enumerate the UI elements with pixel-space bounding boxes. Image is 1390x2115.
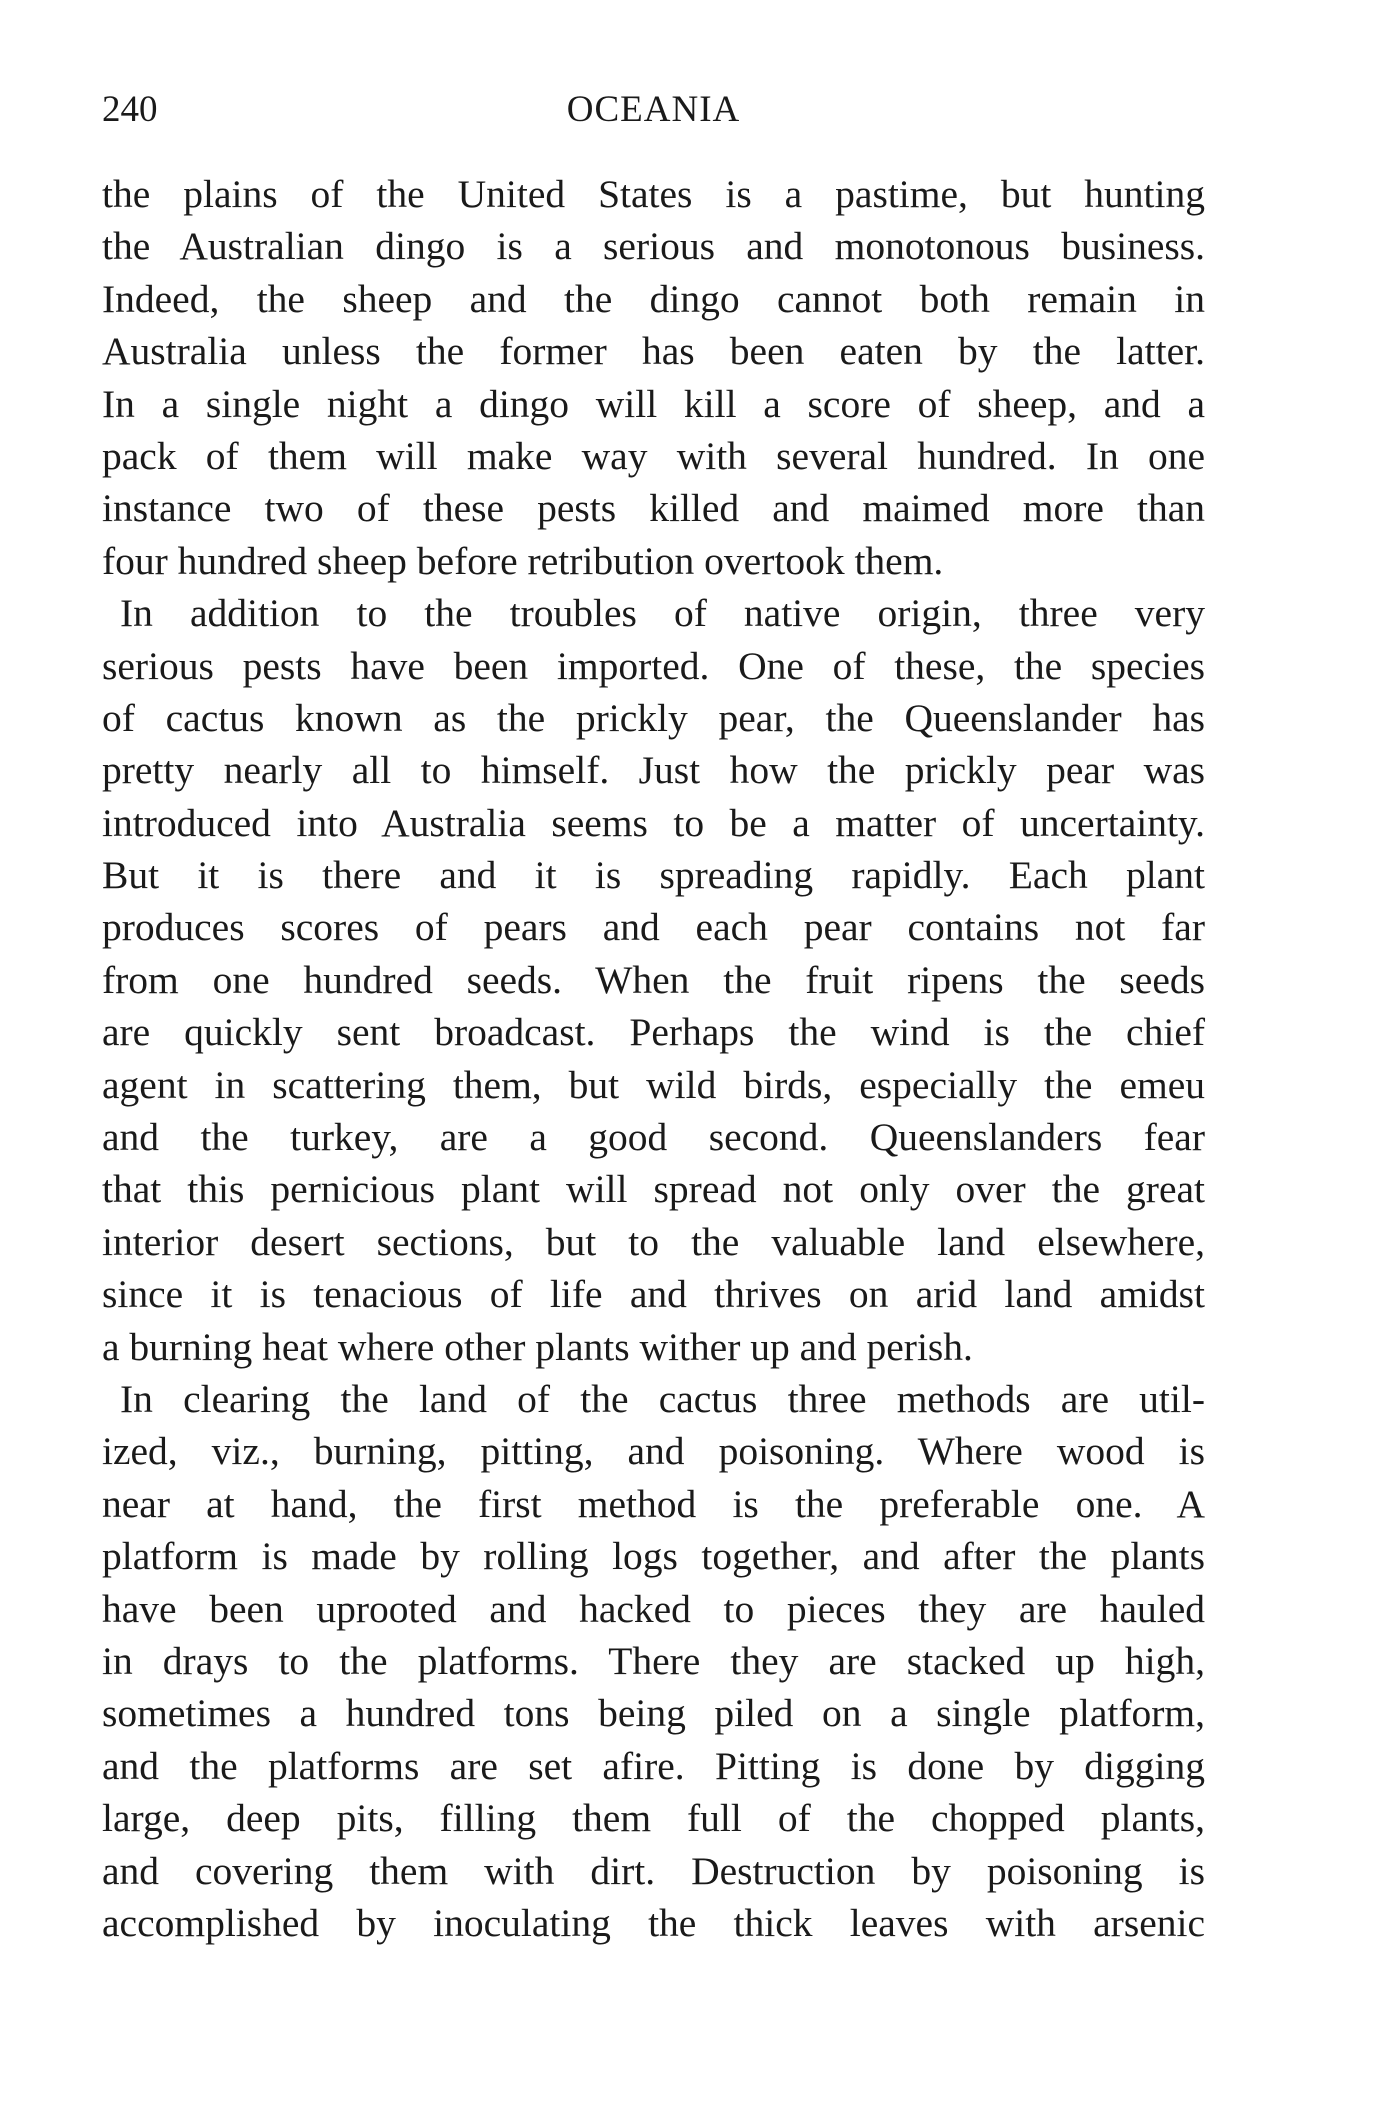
text-line: In clearing the land of the cactus three methods are util- (120, 1376, 1205, 1421)
text-line: serious pests have been imported. One of these, the species (102, 643, 1205, 688)
text-line: pack of them will make way with several hundred. In one (102, 433, 1205, 478)
text-line: agent in scattering them, but wild birds, especially the emeu (102, 1062, 1205, 1107)
running-title: OCEANIA (566, 89, 741, 130)
text-line: But it is there and it is spreading rapidly. Each plant (102, 853, 1205, 898)
text-line: near at hand, the first method is the preferable one. A (102, 1481, 1205, 1526)
text-line: in drays to the platforms. There they are stacked up high, (102, 1638, 1205, 1683)
text-line: a burning heat where other plants wither up and perish. (102, 1324, 973, 1369)
text-line: the plains of the United States is a pastime, but hunting (102, 172, 1205, 216)
text-line: have been uprooted and hacked to pieces they are hauled (102, 1586, 1205, 1631)
text-line: sometimes a hundred tons being piled on a single platform, (102, 1691, 1205, 1736)
text-line: four hundred sheep before retribution overtook them. (102, 538, 944, 583)
text-line: ized, viz., burning, pitting, and poisoning. Where wood is (102, 1429, 1205, 1474)
text-line: produces scores of pears and each pear contains not far (102, 905, 1205, 950)
text-line: instance two of these pests killed and maimed more than (102, 486, 1205, 531)
text-line: Australia unless the former has been eaten by the latter. (102, 329, 1205, 374)
text-line: In a single night a dingo will kill a score of sheep, and a (102, 381, 1205, 426)
text-line: from one hundred seeds. When the fruit ripens the seeds (102, 957, 1205, 1002)
text-line: Indeed, the sheep and the dingo cannot both remain in (102, 276, 1205, 321)
text-line: and covering them with dirt. Destruction by poisoning is (102, 1848, 1205, 1893)
text-line: accomplished by inoculating the thick leaves with arsenic (102, 1900, 1205, 1945)
text-line: are quickly sent broadcast. Perhaps the wind is the chief (102, 1010, 1205, 1055)
text-line: and the platforms are set afire. Pitting is done by digging (102, 1743, 1205, 1788)
text-line: that this pernicious plant will spread not only over the great (102, 1167, 1205, 1212)
text-line: since it is tenacious of life and thrives on arid land amidst (102, 1272, 1205, 1317)
body-text (102, 168, 1205, 1949)
text-line: of cactus known as the prickly pear, the Queenslander has (102, 695, 1205, 740)
text-line: the Australian dingo is a serious and monotonous business. (102, 224, 1205, 269)
text-line: large, deep pits, filling them full of the chopped plants, (102, 1796, 1205, 1841)
text-line: and the turkey, are a good second. Queenslanders fear (102, 1115, 1205, 1160)
text-line: platform is made by rolling logs together, and after the plants (102, 1534, 1205, 1579)
text-line: interior desert sections, but to the valuable land elsewhere, (102, 1219, 1205, 1264)
text-line: In addition to the troubles of native origin, three very (120, 591, 1205, 636)
page-number: 240 (102, 89, 158, 130)
text-line: introduced into Australia seems to be a matter of uncertainty. (102, 800, 1205, 845)
text-line: pretty nearly all to himself. Just how the prickly pear was (102, 748, 1205, 793)
page-header (102, 88, 1205, 138)
